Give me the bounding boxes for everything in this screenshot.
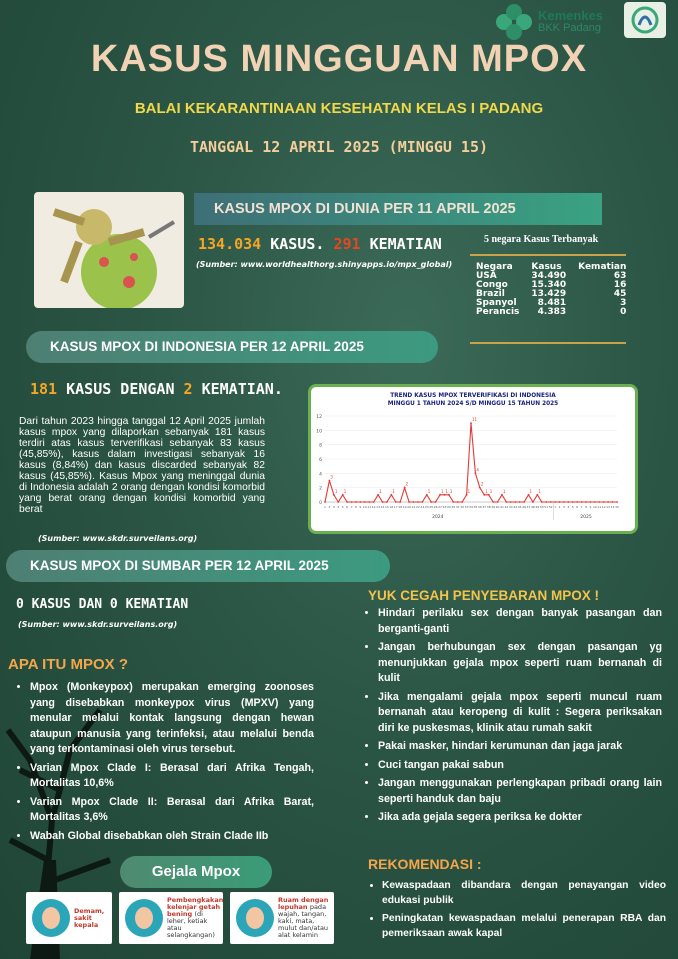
chart-point [541, 501, 543, 503]
world-deaths-label: KEMATIAN [360, 235, 442, 253]
chart-title: TREND KASUS MPOX TERVERIFIKASI DI INDONESIA [390, 393, 556, 399]
chart-point [337, 501, 339, 503]
chart-x-tick-label: 17 [393, 505, 398, 509]
chart-x-tick-label: 6 [576, 505, 579, 509]
chart-data-label: 1 [392, 488, 395, 494]
chart-x-tick-label: 6 [346, 505, 349, 509]
gejala-card-rash [230, 892, 334, 944]
top5-country: Brazil [476, 289, 505, 299]
chart-x-tick-label: 1 [324, 505, 326, 509]
chart-x-tick-label: 10 [592, 505, 597, 509]
chart-x-tick-label: 41 [500, 505, 504, 509]
indonesia-stat [30, 380, 283, 398]
cegah-item: • Jangan menggunakan perlengkapan pribadi orang lain seperti handuk dan baju [378, 776, 662, 807]
top5-cases: 15.340 [531, 280, 567, 290]
chart-y-tick-label: 4 [319, 472, 322, 478]
chart-data-label: 1 [489, 488, 493, 494]
fever-face-icon [32, 899, 70, 937]
chart-point [497, 501, 499, 503]
chart-x-tick-label: 39 [491, 505, 496, 509]
chart-point [483, 494, 485, 496]
chart-data-label: 1 [538, 488, 541, 494]
chart-point [519, 501, 521, 503]
chart-point [390, 494, 392, 496]
chart-point [607, 501, 609, 503]
chart-x-tick-label: 5 [341, 505, 344, 509]
chart-x-tick-label: 29 [446, 505, 451, 509]
chart-x-tick-label: 4 [567, 505, 570, 509]
chart-x-tick-label: 3 [332, 505, 335, 509]
chart-point [505, 501, 507, 503]
bkk-emblem-icon [624, 2, 666, 38]
kemenkes-logo-icon [496, 4, 532, 40]
top5-deaths: 45 [613, 289, 627, 299]
indonesia-banner: KASUS MPOX DI INDONESIA PER 12 APRIL 2025 [26, 331, 438, 363]
chart-point [448, 494, 450, 496]
chart-point [368, 501, 370, 503]
chart-x-tick-label: 10 [362, 505, 367, 509]
chart-data-label: 11 [472, 417, 478, 423]
chart-x-tick-label: 31 [455, 505, 460, 509]
top5-deaths: 63 [613, 271, 627, 281]
top5-header-country: Negara [476, 262, 513, 272]
rash-face-icon [236, 899, 274, 937]
chart-x-tick-label: 11 [367, 505, 372, 509]
top5-cases: 4.383 [537, 307, 567, 317]
chart-x-tick-label: 32 [460, 505, 465, 509]
chart-x-tick-label: 8 [585, 505, 587, 509]
chart-point [590, 501, 592, 503]
chart-data-label: 1 [441, 488, 444, 494]
top5-country: Perancis [476, 307, 520, 317]
top5-cases: 13.429 [531, 289, 567, 299]
chart-point [439, 494, 441, 496]
chart-point [435, 501, 437, 503]
chart-x-tick-label: 33 [464, 505, 469, 509]
chart-point [333, 494, 335, 496]
chart-data-label: 1 [445, 488, 449, 494]
lymph-face-icon [125, 899, 163, 937]
page-subtitle: BALAI KEKARANTINAAN KESEHATAN KELAS I PADANG [134, 100, 544, 117]
chart-data-label: 1 [449, 488, 453, 494]
chart-point [430, 501, 432, 503]
chart-x-tick-label: 34 [469, 505, 473, 509]
chart-data-label: 1 [467, 488, 471, 494]
gejala-card-fever [26, 892, 112, 944]
chart-x-tick-label: 4 [337, 505, 340, 509]
chart-x-tick-label: 27 [438, 505, 442, 509]
chart-x-tick-label: 45 [517, 505, 522, 509]
chart-point [457, 501, 459, 503]
top5-row [470, 308, 632, 317]
chart-x-tick-label: 19 [402, 505, 407, 509]
chart-point [603, 501, 605, 503]
chart-point [488, 494, 490, 496]
logo-name: Kemenkes [538, 8, 604, 23]
chart-x-tick-label: 42 [504, 505, 509, 509]
chart-point [373, 501, 375, 503]
chart-x-tick-label: 16 [389, 505, 394, 509]
chart-point [475, 472, 477, 474]
rekomendasi-list-box [366, 878, 666, 944]
top5-header-cases: Kasus [531, 262, 562, 272]
gejala-card-title: Ruam dengan lepuhan [278, 896, 329, 911]
chart-point [461, 501, 463, 503]
chart-year-label: 2025 [580, 515, 592, 520]
gejala-heading: Gejala Mpox [120, 856, 272, 888]
chart-point [598, 501, 600, 503]
chart-point [545, 501, 547, 503]
chart-data-label: 1 [502, 488, 506, 494]
chart-point [382, 501, 384, 503]
chart-point [466, 494, 468, 496]
chart-point [514, 501, 516, 503]
chart-point [342, 494, 344, 496]
rekomendasi-item: • Peningkatan kewaspadaan melalui penerapan RBA dan pemeriksaan awak kapal [382, 911, 666, 941]
chart-x-tick-label: 26 [433, 505, 438, 509]
gejala-card-title: Pembengkakan kelenjar getah bening [167, 896, 224, 918]
top5-country: Congo [476, 280, 508, 290]
chart-point [532, 501, 534, 503]
top5-table-box [470, 254, 626, 344]
chart-y-tick-label: 0 [319, 501, 322, 506]
chart-x-tick-label: 47 [526, 505, 531, 509]
chart-year-label: 2024 [432, 515, 444, 520]
top5-title: 5 negara Kasus Terbanyak [484, 234, 599, 245]
chart-data-label: 1 [334, 488, 338, 494]
chart-point [355, 501, 357, 503]
chart-point [351, 501, 353, 503]
top5-deaths: 3 [620, 298, 627, 308]
gejala-card-lymph [119, 892, 223, 944]
rekomendasi-list [366, 878, 666, 941]
chart-point [528, 494, 530, 496]
cegah-item: • Pakai masker, hindari kerumunan dan jaga jarak [378, 739, 662, 755]
chart-point [612, 501, 614, 503]
rekomendasi-item: • Kewaspadaan dibandara dengan penayangan video edukasi publik [382, 878, 666, 908]
chart-x-tick-label: 14 [610, 505, 615, 509]
chart-point [581, 501, 583, 503]
report-date: TANGGAL 12 APRIL 2025 (MINGGU 15) [189, 138, 488, 156]
chart-point [324, 501, 326, 503]
chart-point [417, 501, 419, 503]
chart-point [594, 501, 596, 503]
chart-x-tick-label: 3 [562, 505, 565, 509]
chart-x-tick-label: 50 [539, 505, 544, 509]
chart-x-tick-label: 30 [451, 505, 456, 509]
apa-itu-item: • Varian Mpox Clade I: Berasal dari Afrika Tengah, Mortalitas 10,6% [30, 761, 314, 792]
world-cases-number: 134.034 [198, 235, 262, 253]
chart-subtitle: MINGGU 1 TAHUN 2024 S/D MINGGU 15 TAHUN 2025 [387, 401, 559, 407]
chart-point [479, 487, 481, 489]
chart-x-tick-label: 2 [328, 505, 331, 509]
chart-x-tick-label: 12 [601, 505, 606, 509]
chart-point [585, 501, 587, 503]
chart-x-tick-label: 25 [429, 505, 434, 509]
chart-x-tick-label: 43 [508, 505, 513, 509]
chart-x-tick-label: 1 [554, 505, 557, 509]
apa-itu-list [14, 680, 314, 844]
chart-x-tick-label: 7 [350, 505, 353, 509]
chart-x-tick-label: 36 [477, 505, 482, 509]
chart-point [452, 501, 454, 503]
top5-cases: 34.490 [531, 271, 567, 281]
cegah-list-box [362, 606, 662, 829]
top5-country: USA [476, 271, 497, 281]
chart-point [559, 501, 561, 503]
chart-point [408, 501, 410, 503]
apa-itu-item: • Varian Mpox Clade II: Berasal dari Afrika Barat, Mortalitas 3,6% [30, 795, 314, 826]
indonesia-deaths-label: KEMATIAN. [192, 380, 283, 398]
chart-x-tick-label: 37 [482, 505, 487, 509]
apa-itu-list-box [14, 680, 314, 847]
top5-cases: 8.481 [537, 298, 567, 308]
cegah-list [362, 606, 662, 826]
chart-x-tick-label: 15 [615, 505, 619, 509]
gejala-card-desc: pada wajah, tangan, kaki, mata, mulut dan/atau alat kelamin [278, 903, 329, 939]
trend-chart [308, 384, 638, 534]
world-stat [198, 235, 442, 253]
chart-point [329, 480, 331, 482]
chart-x-tick-label: 35 [473, 505, 478, 509]
chart-data-label: 2 [405, 481, 409, 487]
chart-point [404, 487, 406, 489]
chart-point [554, 501, 556, 503]
chart-x-tick-label: 20 [407, 505, 411, 509]
cegah-item: • Hindari perilaku sex dengan banyak pasangan dan berganti-ganti [378, 606, 662, 637]
apa-itu-item: • Wabah Global disebabkan oleh Strain Clade IIb [30, 829, 314, 845]
logo-sub: BKK Padang [538, 22, 601, 34]
chart-x-tick-label: 28 [442, 505, 447, 509]
chart-point [359, 501, 361, 503]
chart-x-tick-label: 11 [597, 505, 602, 509]
chart-point [576, 501, 578, 503]
chart-x-tick-label: 22 [415, 505, 420, 509]
apa-itu-heading: APA ITU MPOX ? [8, 656, 128, 673]
chart-point [395, 501, 397, 503]
kemenkes-logo [496, 4, 603, 40]
indonesia-deaths-number: 2 [183, 380, 193, 398]
chart-x-tick-label: 8 [355, 505, 357, 509]
chart-point [346, 501, 348, 503]
chart-point [399, 501, 401, 503]
chart-x-tick-label: 48 [531, 505, 535, 509]
top5-header-deaths: Kematian [578, 262, 627, 272]
cegah-item: • Jika mengalami gejala mpox seperti muncul ruam bernanah atau keropeng di kulit : Segera periksakan diri ke puskesmas, klinik atau rumah sakit [378, 690, 662, 737]
chart-point [563, 501, 565, 503]
chart-x-tick-label: 40 [495, 505, 500, 509]
chart-point [364, 501, 366, 503]
chart-x-tick-label: 2 [558, 505, 561, 509]
chart-data-label: 1 [485, 488, 488, 494]
chart-point [492, 501, 494, 503]
chart-x-tick-label: 21 [411, 505, 416, 509]
cegah-heading: YUK CEGAH PENYEBARAN MPOX ! [368, 588, 600, 603]
chart-x-tick-label: 44 [513, 505, 518, 509]
top5-country: Spanyol [476, 298, 517, 308]
chart-data-label: 2 [480, 481, 484, 487]
top5-table [470, 262, 632, 317]
chart-x-tick-label: 24 [424, 505, 429, 509]
chart-x-tick-label: 12 [371, 505, 376, 509]
sumbar-banner: KASUS MPOX DI SUMBAR PER 12 APRIL 2025 [6, 550, 390, 582]
virus-illustration [34, 192, 184, 308]
indonesia-cases-label: KASUS DENGAN [57, 380, 184, 398]
chart-point [421, 501, 423, 503]
chart-point [567, 501, 569, 503]
chart-data-label: 1 [427, 488, 431, 494]
chart-x-tick-label: 23 [420, 505, 425, 509]
chart-y-tick-label: 6 [319, 458, 322, 463]
apa-itu-item: • Mpox (Monkeypox) merupakan emerging zoonoses yang disebabkan monkeypox virus (MPXV) yang menular melalui kontak langsung dengan hewan ataupun manusia yang terinfeksi, atau melalui benda yang terkontaminasi oleh virus tersebut. [30, 680, 314, 758]
chart-x-tick-label: 5 [571, 505, 574, 509]
chart-x-tick-label: 13 [606, 505, 611, 509]
chart-x-tick-label: 9 [589, 505, 592, 509]
chart-x-tick-label: 9 [359, 505, 362, 509]
sumbar-stat: 0 KASUS DAN 0 KEMATIAN [16, 597, 189, 612]
chart-point [510, 501, 512, 503]
chart-x-tick-label: 15 [385, 505, 389, 509]
sumbar-source: (Sumber: www.skdr.surveilans.org) [18, 620, 178, 629]
world-source: (Sumber: www.worldhealthorg.shinyapps.io/mpx_global) [196, 260, 453, 269]
chart-data-label: 1 [529, 488, 533, 494]
world-banner: KASUS MPOX DI DUNIA PER 11 APRIL 2025 [194, 193, 602, 225]
chart-x-tick-label: 51 [544, 505, 549, 509]
cegah-item: • Jangan berhubungan sex dengan pasangan yg menunjukkan gejala mpox seperti ruam bernanah di kulit [378, 640, 662, 687]
chart-point [413, 501, 415, 503]
chart-series-line [325, 423, 617, 502]
chart-point [444, 494, 446, 496]
chart-plot [311, 408, 629, 526]
chart-data-label: 4 [476, 467, 479, 473]
top5-deaths: 16 [613, 280, 627, 290]
gejala-card-desc: (di leher, ketiak atau selangkangan) [167, 910, 215, 939]
chart-data-label: 1 [379, 488, 382, 494]
chart-point [470, 422, 472, 424]
chart-x-tick-label: 14 [380, 505, 385, 509]
world-cases-label: KASUS. [261, 235, 334, 253]
gejala-cards [26, 892, 334, 944]
chart-y-tick-label: 2 [319, 486, 322, 492]
chart-point [572, 501, 574, 503]
chart-point [536, 494, 538, 496]
chart-data-label: 3 [330, 474, 333, 480]
cegah-item: • Jika ada gejala segera periksa ke dokter [378, 810, 662, 826]
chart-point [426, 494, 428, 496]
chart-x-tick-label: 13 [376, 505, 381, 509]
rekomendasi-heading: REKOMENDASI : [368, 856, 482, 872]
world-deaths-number: 291 [333, 235, 361, 253]
chart-point [550, 501, 552, 503]
chart-x-tick-label: 18 [398, 505, 403, 509]
chart-point [386, 501, 388, 503]
chart-x-tick-label: 49 [535, 505, 540, 509]
indonesia-source: (Sumber: www.skdr.surveilans.org) [38, 534, 198, 543]
chart-point [523, 501, 525, 503]
top5-deaths: 0 [620, 307, 627, 317]
chart-x-tick-label: 7 [580, 505, 583, 509]
chart-x-tick-label: 38 [486, 505, 491, 509]
chart-point [616, 501, 618, 503]
chart-point [501, 494, 503, 496]
cegah-item: • Cuci tangan pakai sabun [378, 758, 662, 774]
indonesia-paragraph: Dari tahun 2023 hingga tanggal 12 April 2025 jumlah kasus mpox yang dilaporkan sebanyak 181 kasus terdiri atas kasus terverifikasi sebanyak 83 kasus (45,85%), kasus dalam investigasi sebanyak 16 kasus (8,84%) dan kasus discarded sebanyak 82 kasus (45,85%). Kasus Mpox yang meninggal dunia di Indonesia adalah 2 orang dengan kondisi komorbid yang berat orang dengan kondisi komorbid yang berat [19, 416, 265, 515]
indonesia-cases-number: 181 [30, 380, 58, 398]
page-title: KASUS MINGGUAN MPOX [90, 38, 588, 80]
chart-y-tick-label: 10 [316, 429, 322, 435]
chart-y-tick-label: 8 [319, 443, 322, 449]
chart-x-tick-label: 46 [522, 505, 527, 509]
chart-data-label: 1 [343, 488, 347, 494]
gejala-card-title: Demam, sakit kepala [74, 906, 105, 929]
chart-y-tick-label: 12 [316, 415, 322, 420]
chart-x-tick-label: 52 [548, 505, 553, 509]
chart-point [377, 494, 379, 496]
